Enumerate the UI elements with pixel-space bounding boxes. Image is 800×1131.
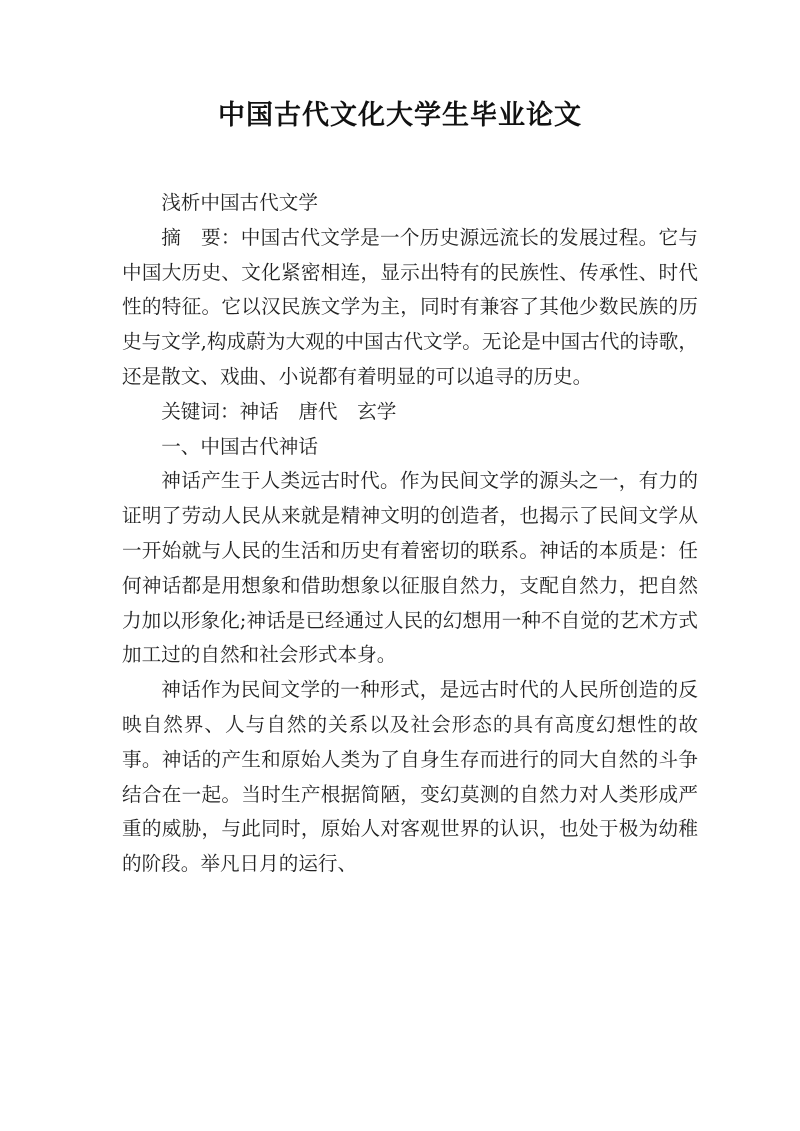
keywords-line: 关键词：神话 唐代 玄学	[161, 399, 397, 423]
document-body	[122, 186, 698, 882]
body-paragraph: 神话产生于人类远古时代。作为民间文学的源头之一，有力的证明了劳动人民从来就是精神文明的创造者，也揭示了民间文学从一开始就与人民的生活和历史有着密切的联系。神话的本质是：任何神话都是用想象和借助想象以征服自然力，支配自然力，把自然力加以形象化;神话是已经通过人民的幻想用一种不自觉的艺术方式加工过的自然和社会形式本身。	[122, 469, 698, 667]
document-title: 中国古代文化大学生毕业论文	[218, 100, 582, 131]
abstract-paragraph: 摘 要：中国古代文学是一个历史源远流长的发展过程。它与中国大历史、文化紧密相连，显示出特有的民族性、传承性、时代性的特征。它以汉民族文学为主，同时有兼容了其他少数民族的历史与文学,构成蔚为大观的中国古代文学。无论是中国古代的诗歌，还是散文、戏曲、小说都有着明显的可以追寻的历史。	[122, 225, 698, 388]
body-paragraph: 神话作为民间文学的一种形式，是远古时代的人民所创造的反映自然界、人与自然的关系以及社会形态的具有高度幻想性的故事。神话的产生和原始人类为了自身生存而进行的同大自然的斗争结合在一起。当时生产根据简陋，变幻莫测的自然力对人类形成严重的威胁，与此同时，原始人对客观世界的认识，也处于极为幼稚的阶段。举凡日月的运行、	[122, 678, 698, 876]
paper-subtitle: 浅析中国古代文学	[161, 191, 318, 214]
section-heading: 一、中国古代神话	[161, 434, 318, 458]
